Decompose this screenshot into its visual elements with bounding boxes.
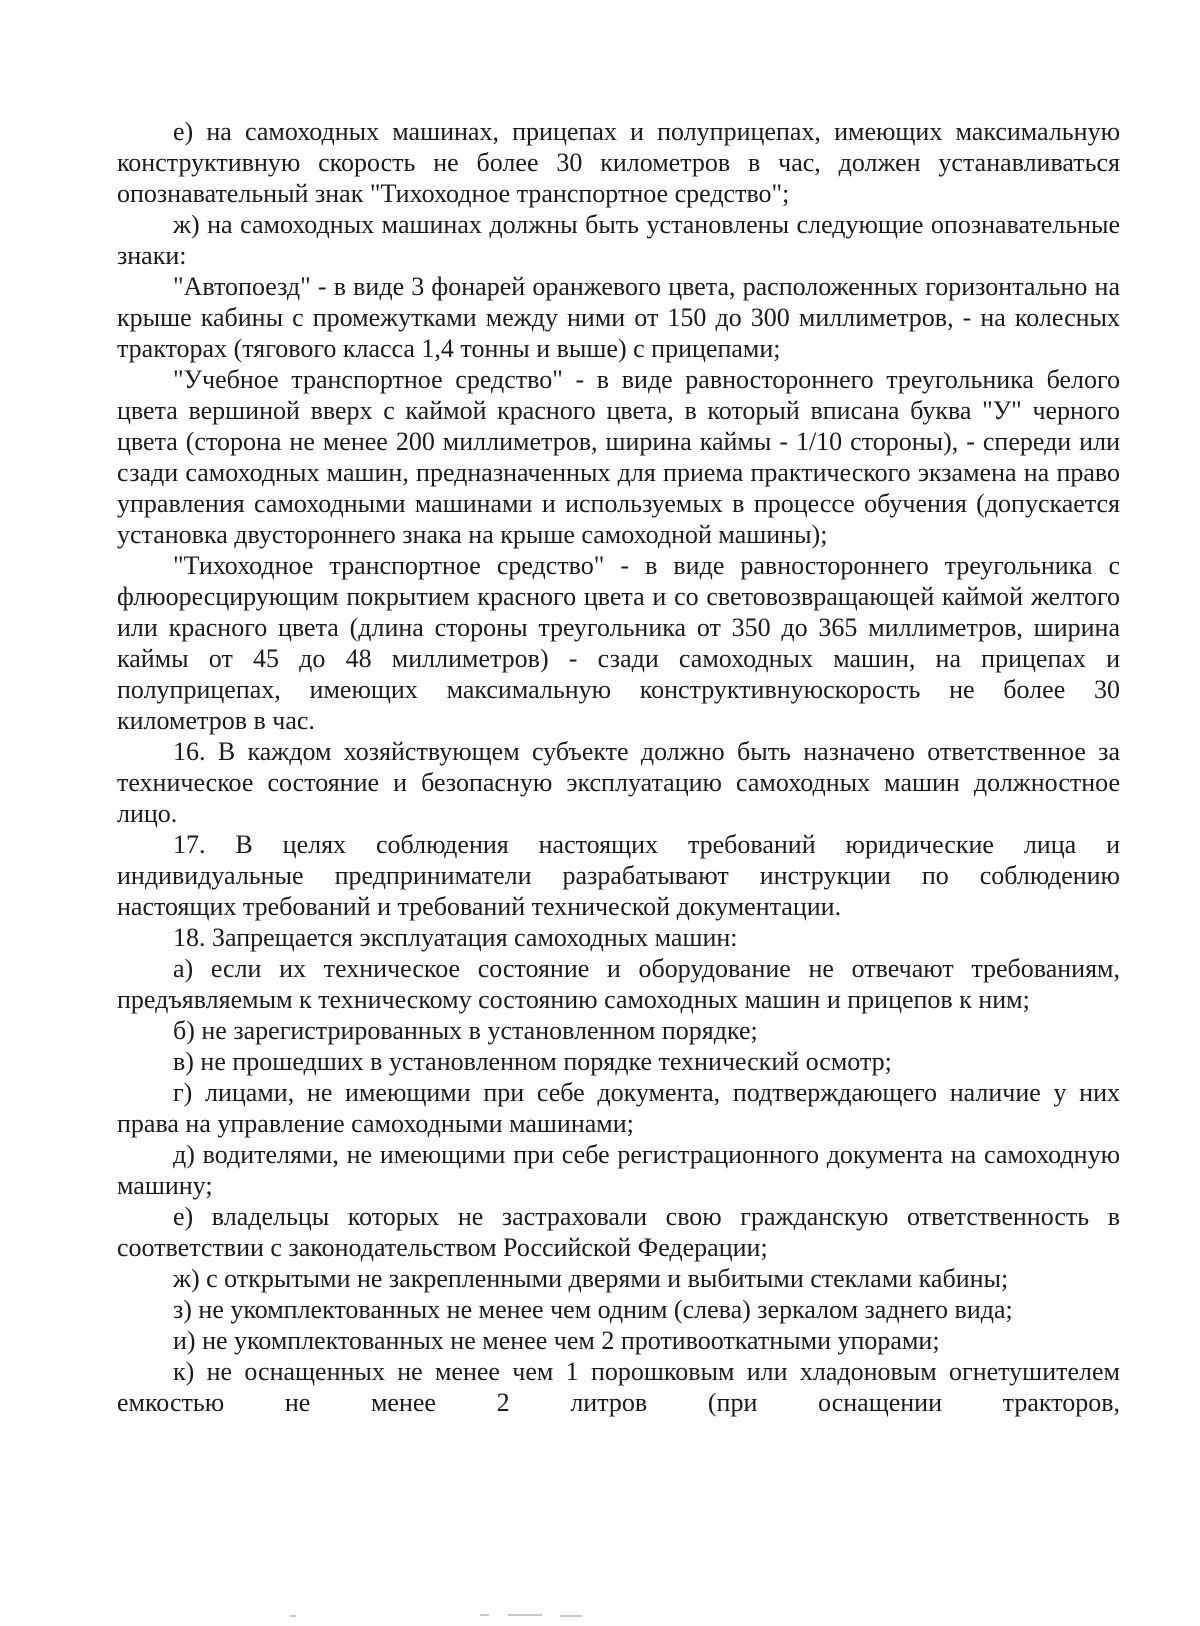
- paragraph-1: е) на самоходных машинах, прицепах и полуприцепах, имеющих максимальную конструктивную скорость не более 30 километров в час, должен устанавливаться опознавательный знак "Тихоходное транспортное средство";: [117, 117, 1120, 208]
- paragraph-12: г) лицами, не имеющими при себе документа, подтверждающего наличие у них права на управление самоходными машинами;: [117, 1078, 1120, 1138]
- scan-artifact: [560, 1615, 582, 1617]
- paragraph-14: е) владельцы которых не застраховали свою гражданскую ответственность в соответствии с законодательством Российской Федерации;: [117, 1202, 1120, 1262]
- paragraph-10: б) не зарегистрированных в установленном порядке;: [173, 1016, 758, 1045]
- paragraph-8: 18. Запрещается эксплуатация самоходных машин:: [173, 923, 738, 952]
- paragraph-17: и) не укомплектованных не менее чем 2 противооткатными упорами;: [173, 1326, 940, 1355]
- paragraph-18: к) не оснащенных не менее чем 1 порошковым или хладоновым огнетушителем емкостью не менее 2 литров (при оснащении тракторов,: [117, 1357, 1120, 1417]
- paragraph-16: з) не укомплектованных не менее чем одним (слева) зеркалом заднего вида;: [173, 1295, 1013, 1324]
- paragraph-11: в) не прошедших в установленном порядке технический осмотр;: [173, 1047, 892, 1076]
- paragraph-7: 17. В целях соблюдения настоящих требований юридические лица и индивидуальные предприниматели разрабатывают инструкции по соблюдению настоящих требований и требований технической документации.: [117, 830, 1120, 921]
- paragraph-15: ж) с открытыми не закрепленными дверями и выбитыми стеклами кабины;: [173, 1264, 1009, 1293]
- scan-artifact: [508, 1614, 542, 1616]
- paragraph-3: "Автопоезд" - в виде 3 фонарей оранжевого цвета, расположенных горизонтально на крыше кабины с промежутками между ними от 150 до 300 миллиметров, - на колесных тракторах (тягового класса 1,4 тонны и выше) с прицепами;: [117, 272, 1120, 363]
- scan-artifact: [480, 1614, 489, 1616]
- scan-artifact: [290, 1615, 296, 1617]
- document-body: [117, 116, 1120, 1418]
- paragraph-4: "Учебное транспортное средство" - в виде равностороннего треугольника белого цвета вершиной вверх с каймой красного цвета, в который вписана буква "У" черного цвета (сторона не менее 200 миллиметров, ширина каймы - 1/10 стороны), - спереди или сзади самоходных машин, предназначенных для приема практического экзамена на право управления самоходными машинами и используемых в процессе обучения (допускается установка двустороннего знака на крыше самоходной машины);: [117, 365, 1120, 549]
- paragraph-2: ж) на самоходных машинах должны быть установлены следующие опознавательные знаки:: [117, 210, 1120, 270]
- paragraph-13: д) водителями, не имеющими при себе регистрационного документа на самоходную машину;: [117, 1140, 1120, 1200]
- paragraph-6: 16. В каждом хозяйствующем субъекте должно быть назначено ответственное за техническое состояние и безопасную эксплуатацию самоходных машин должностное лицо.: [117, 737, 1120, 828]
- paragraph-5: "Тихоходное транспортное средство" - в виде равностороннего треугольника с флюоресцирующим покрытием красного цвета и со световозвращающей каймой желтого или красного цвета (длина стороны треугольника от 350 до 365 миллиметров, ширина каймы от 45 до 48 миллиметров) - сзади самоходных машин, на прицепах и полуприцепах, имеющих максимальную конструктивнуюскорость не более 30 километров в час.: [117, 551, 1120, 735]
- paragraph-9: а) если их техническое состояние и оборудование не отвечают требованиям, предъявляемым к техническому состоянию самоходных машин и прицепов к ним;: [117, 954, 1120, 1014]
